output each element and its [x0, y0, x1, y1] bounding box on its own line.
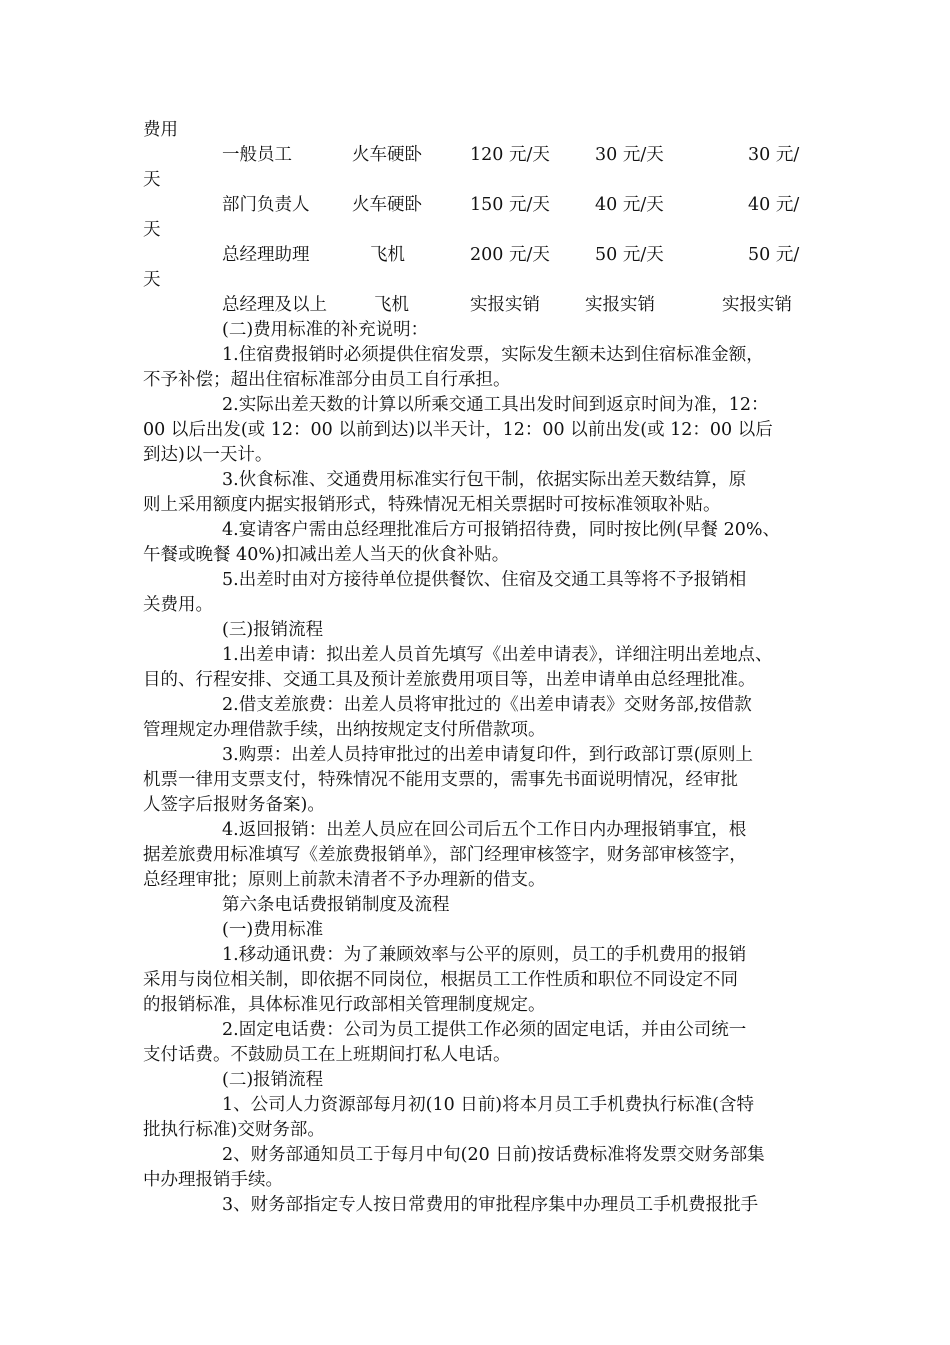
cell-transport: 火车硬卧: [352, 145, 422, 165]
section-heading: (一)费用标准: [222, 920, 324, 940]
cell-meals: 30 元/天: [595, 145, 664, 165]
article-heading: 第六条电话费报销制度及流程: [222, 895, 450, 915]
cell-wrap: 天: [143, 220, 161, 240]
paragraph-line: 机票一律用支票支付，特殊情况不能用支票的，需事先书面说明情况，经审批: [143, 770, 738, 790]
paragraph-line: 00 以后出发(或 12：00 以前到达)以半天计，12：00 以前出发(或 12：00 以后: [143, 420, 773, 440]
paragraph-line: 5.出差时由对方接待单位提供餐饮、住宿及交通工具等将不予报销相: [222, 570, 747, 590]
cell-lodging: 120 元/天: [470, 145, 550, 165]
cell-meals: 实报实销: [585, 295, 655, 315]
cell-level: 一般员工: [222, 145, 292, 165]
section-heading: (二)费用标准的补充说明：: [222, 320, 429, 340]
cell-transport: 飞机: [374, 295, 409, 315]
paragraph-line: 3、财务部指定专人按日常费用的审批程序集中办理员工手机费报批手: [222, 1195, 759, 1215]
paragraph-line: 总经理审批；原则上前款未清者不予办理新的借支。: [143, 870, 546, 890]
paragraph-line: 1.住宿费报销时必须提供住宿发票，实际发生额未达到住宿标准金额，: [222, 345, 764, 365]
paragraph-line: 4.宴请客户需由总经理批准后方可报销招待费，同时按比例(早餐 20%、: [222, 520, 780, 540]
paragraph-line: 3.购票：出差人员持审批过的出差申请复印件，到行政部订票(原则上: [222, 745, 754, 765]
paragraph-line: 2.实际出差天数的计算以所乘交通工具出发时间到返京时间为准，12：: [222, 395, 769, 415]
paragraph-line: 4.返回报销：出差人员应在回公司后五个工作日内办理报销事宜，根: [222, 820, 747, 840]
paragraph-line: 到达)以一天计。: [143, 445, 273, 465]
cell-meals: 50 元/天: [595, 245, 664, 265]
paragraph-line: 2.借支差旅费：出差人员将审批过的《出差申请表》交财务部,按借款: [222, 695, 752, 715]
cell-transport-fee: 50 元/: [748, 245, 800, 265]
paragraph-line: 管理规定办理借款手续，出纳按规定支付所借款项。: [143, 720, 546, 740]
cell-level: 总经理助理: [222, 245, 310, 265]
paragraph-line: 的报销标准，具体标准见行政部相关管理制度规定。: [143, 995, 546, 1015]
cell-transport: 飞机: [370, 245, 405, 265]
paragraph-line: 批执行标准)交财务部。: [143, 1120, 325, 1140]
cell-wrap: 天: [143, 170, 161, 190]
cell-level: 总经理及以上: [222, 295, 327, 315]
cell-transport-fee: 实报实销: [722, 295, 792, 315]
paragraph-line: 3.伙食标准、交通费用标准实行包干制，依据实际出差天数结算，原: [222, 470, 747, 490]
paragraph-line: 中办理报销手续。: [143, 1170, 283, 1190]
cell-transport-fee: 40 元/: [748, 195, 800, 215]
paragraph-line: 目的、行程安排、交通工具及预计差旅费用项目等，出差申请单由总经理批准。: [143, 670, 756, 690]
paragraph-line: 2.固定电话费：公司为员工提供工作必须的固定电话，并由公司统一: [222, 1020, 747, 1040]
paragraph-line: 人签字后报财务备案)。: [143, 795, 325, 815]
paragraph-line: 关费用。: [143, 595, 213, 615]
paragraph-line: 1、公司人力资源部每月初(10 日前)将本月员工手机费执行标准(含特: [222, 1095, 754, 1115]
section-heading: (三)报销流程: [222, 620, 324, 640]
section-heading: (二)报销流程: [222, 1070, 324, 1090]
cell-lodging: 实报实销: [470, 295, 540, 315]
cell-transport: 火车硬卧: [352, 195, 422, 215]
paragraph-line: 1.出差申请：拟出差人员首先填写《出差申请表》，详细注明出差地点、: [222, 645, 773, 665]
cell-lodging: 150 元/天: [470, 195, 550, 215]
cell-transport-fee: 30 元/: [748, 145, 800, 165]
cell-lodging: 200 元/天: [470, 245, 550, 265]
paragraph-line: 午餐或晚餐 40%)扣减出差人当天的伙食补贴。: [143, 545, 510, 565]
paragraph-line: 据差旅费用标准填写《差旅费报销单》，部门经理审核签字，财务部审核签字，: [143, 845, 747, 865]
paragraph-line: 不予补偿；超出住宿标准部分由员工自行承担。: [143, 370, 511, 390]
table-head-label: 费用: [143, 120, 178, 140]
paragraph-line: 1.移动通讯费：为了兼顾效率与公平的原则，员工的手机费用的报销: [222, 945, 747, 965]
cell-meals: 40 元/天: [595, 195, 664, 215]
paragraph-line: 采用与岗位相关制，即依据不同岗位，根据员工工作性质和职位不同设定不同: [143, 970, 738, 990]
cell-level: 部门负责人: [222, 195, 310, 215]
paragraph-line: 2、财务部通知员工于每月中旬(20 日前)按话费标准将发票交财务部集: [222, 1145, 765, 1165]
paragraph-line: 支付话费。不鼓励员工在上班期间打私人电话。: [143, 1045, 511, 1065]
cell-wrap: 天: [143, 270, 161, 290]
paragraph-line: 则上采用额度内据实报销形式，特殊情况无相关票据时可按标准领取补贴。: [143, 495, 721, 515]
